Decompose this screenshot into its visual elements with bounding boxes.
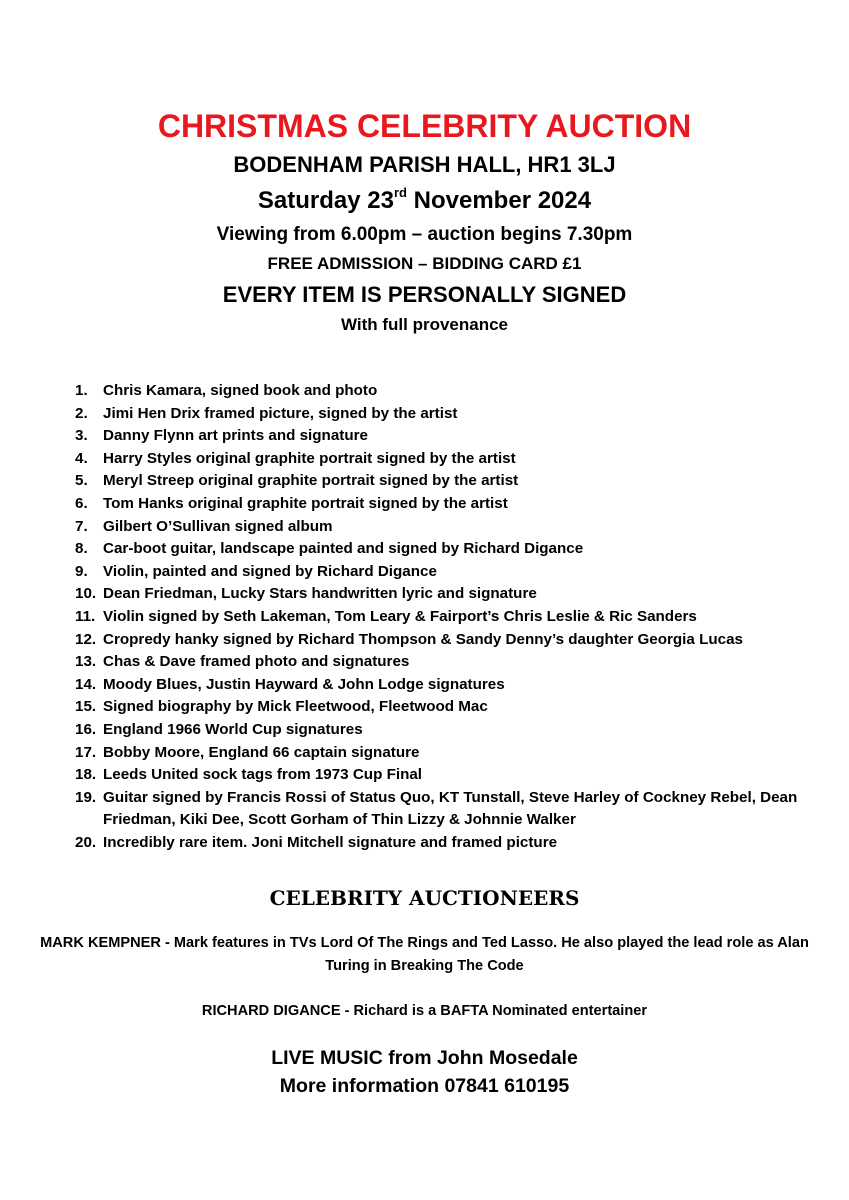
list-item-number: 13. <box>75 653 97 671</box>
list-item-number: 6. <box>75 494 88 512</box>
date-prefix: Saturday 23 <box>257 187 394 214</box>
list-item-text: Cropredy hanky signed by Richard Thompson & Sandy Denny’s daughter Georgia Lucas <box>103 630 743 648</box>
list-item-number: 4. <box>75 449 88 467</box>
list-item-text: Car-boot guitar, landscape painted and signed by Richard Digance <box>103 540 584 558</box>
list-item-text: Meryl Streep original graphite portrait signed by the artist <box>103 472 519 490</box>
list-item-number: 1. <box>75 382 88 399</box>
list-item <box>0 538 849 561</box>
live-music-line: LIVE MUSIC from John Mosedale <box>271 1047 578 1069</box>
list-item-text: Violin, painted and signed by Richard Digance <box>103 562 437 580</box>
auctioneers-heading: CELEBRITY AUCTIONEERS <box>269 886 580 910</box>
list-item-number: 19. <box>75 788 97 806</box>
list-item-text: Signed biography by Mick Fleetwood, Fleetwood Mac <box>103 698 488 716</box>
footer <box>0 1044 849 1100</box>
viewing-times: Viewing from 6.00pm – auction begins 7.30pm <box>216 224 633 245</box>
venue-line: BODENHAM PARISH HALL, HR1 3LJ <box>233 152 616 177</box>
list-item-number: 16. <box>75 720 97 738</box>
list-item-text: England 1966 World Cup signatures <box>103 720 363 738</box>
event-date <box>0 182 849 220</box>
list-item-number: 15. <box>75 698 97 716</box>
list-item-number: 10. <box>75 585 97 603</box>
list-item <box>0 606 849 629</box>
list-item-number: 2. <box>75 404 88 422</box>
list-item-text: Chris Kamara, signed book and photo <box>103 382 378 399</box>
date-rest: November 2024 <box>406 187 592 214</box>
list-item-text: Chas & Dave framed photo and signatures <box>103 653 410 671</box>
list-item-text: Moody Blues, Justin Hayward & John Lodge signatures <box>103 675 505 693</box>
list-item-text: Violin signed by Seth Lakeman, Tom Leary & Fairport’s Chris Leslie & Ric Sanders <box>103 607 697 625</box>
list-item-number: 18. <box>75 766 97 784</box>
list-item-text: Jimi Hen Drix framed picture, signed by the artist <box>103 404 458 422</box>
list-item <box>0 832 849 855</box>
list-item <box>0 696 849 719</box>
list-item-number: 7. <box>75 517 88 535</box>
list-item <box>0 787 849 832</box>
list-item-text: Guitar signed by Francis Rossi of Status Quo, KT Tunstall, Steve Harley of Cockney Rebel, Dean Friedman, Kiki Dee, Scott Gorham of Thin Lizzy & Johnnie Walker <box>103 788 798 829</box>
page-title: CHRISTMAS CELEBRITY AUCTION <box>157 108 692 144</box>
list-item <box>0 719 849 742</box>
list-item <box>0 470 849 493</box>
list-item <box>0 651 849 674</box>
admission-info: FREE ADMISSION – BIDDING CARD £1 <box>267 254 582 273</box>
list-item-text: Gilbert O’Sullivan signed album <box>103 517 333 535</box>
list-item-text: Bobby Moore, England 66 captain signature <box>103 743 420 761</box>
signed-statement: EVERY ITEM IS PERSONALLY SIGNED <box>222 282 627 307</box>
list-item-text: Leeds United sock tags from 1973 Cup Final <box>103 766 423 784</box>
list-item-text: Dean Friedman, Lucky Stars handwritten lyric and signature <box>103 585 537 603</box>
list-item-text: Tom Hanks original graphite portrait signed by the artist <box>103 494 508 512</box>
list-item-text: Incredibly rare item. Joni Mitchell signature and framed picture <box>103 833 558 851</box>
date-ordinal-suffix: rd <box>393 185 407 200</box>
list-item <box>0 425 849 448</box>
list-item-text: Harry Styles original graphite portrait signed by the artist <box>103 449 516 467</box>
auction-header <box>0 104 849 337</box>
list-item-number: 8. <box>75 540 88 558</box>
list-item <box>0 448 849 471</box>
list-item <box>0 380 849 403</box>
contact-info-line: More information 07841 610195 <box>279 1075 570 1097</box>
list-item <box>0 583 849 606</box>
provenance-note: With full provenance <box>340 315 509 334</box>
list-item-number: 9. <box>75 562 88 580</box>
list-item-number: 20. <box>75 833 97 851</box>
list-item <box>0 629 849 652</box>
list-item-number: 14. <box>75 675 97 693</box>
list-item-number: 12. <box>75 630 97 648</box>
auction-item-list <box>0 380 849 854</box>
list-item-text: Danny Flynn art prints and signature <box>103 427 368 445</box>
auctioneer-richard-digance: RICHARD DIGANCE - Richard is a BAFTA Nominated entertainer <box>201 1003 648 1019</box>
list-item-number: 11. <box>75 607 96 625</box>
list-item-number: 5. <box>75 472 88 490</box>
list-item <box>0 764 849 787</box>
list-item-number: 17. <box>75 743 97 761</box>
list-item-number: 3. <box>75 427 88 445</box>
list-item <box>0 561 849 584</box>
list-item <box>0 742 849 765</box>
list-item <box>0 403 849 426</box>
list-item <box>0 493 849 516</box>
auctioneer-mark-kempner: MARK KEMPNER - Mark features in TVs Lord Of The Rings and Ted Lasso. He also played the lead role as Alan Turing in Breaking The Code <box>40 935 809 974</box>
list-item <box>0 516 849 539</box>
list-item <box>0 674 849 697</box>
